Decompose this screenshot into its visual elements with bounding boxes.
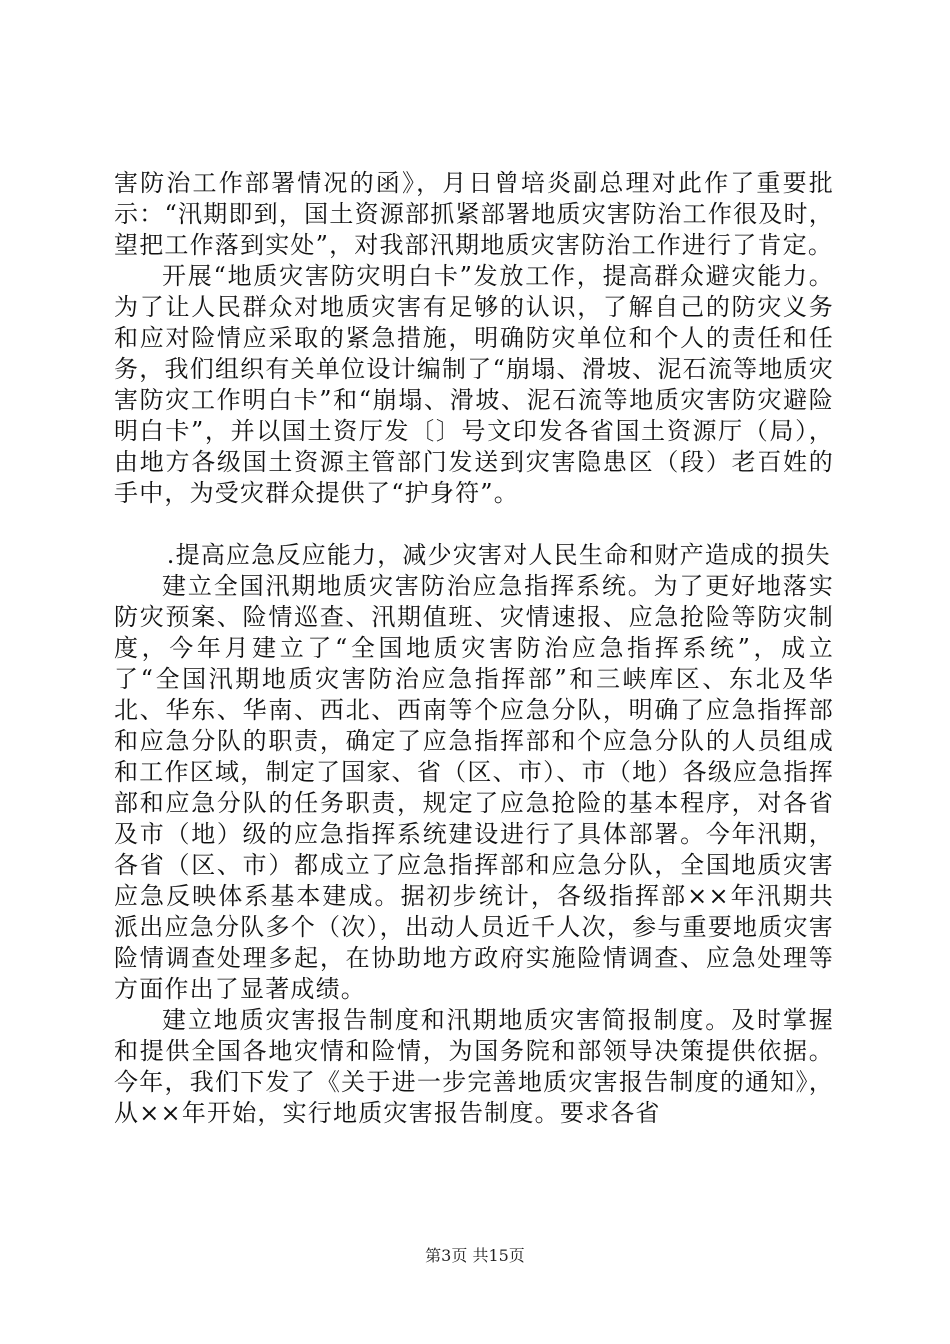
- paragraph-spacer: [114, 509, 834, 540]
- section-heading: .提高应急反应能力，减少灾害对人民生命和财产造成的损失: [166, 541, 831, 569]
- paragraph-report-system: 建立地质灾害报告制度和汛期地质灾害简报制度。及时掌握和提供全国各地灾情和险情，为国务院和部领导决策提供依据。今年，我们下发了《关于进一步完善地质灾害报告制度的通知》，从××年开始，实行地质灾害报告制度。要求各省: [114, 1006, 834, 1127]
- page-number-footer: 第3页 共15页: [425, 1246, 525, 1265]
- paragraph-disaster-card: 开展“地质灾害防灾明白卡”发放工作，提高群众避灾能力。为了让人民群众对地质灾害有足够的认识，了解自己的防灾义务和应对险情应采取的紧急措施，明确防灾单位和个人的责任和任务，我们组织有关单位设计编制了“崩塌、滑坡、泥石流等地质灾害防灾工作明白卡”和“崩塌、滑坡、泥石流等地质灾害防灾避险明白卡”，并以国土资厅发〔〕号文印发各省国土资源厅（局），由地方各级国土资源主管部门发送到灾害隐患区（段）老百姓的手中，为受灾群众提供了“护身符”。: [114, 262, 834, 507]
- paragraph-continued: 害防治工作部署情况的函》，月日曾培炎副总理对此作了重要批示：“汛期即到，国土资源部抓紧部署地质灾害防治工作很及时，望把工作落到实处”，对我部汛期地质灾害防治工作进行了肯定。: [114, 169, 834, 259]
- document-body: [114, 168, 834, 1129]
- paragraph-emergency-system: 建立全国汛期地质灾害防治应急指挥系统。为了更好地落实防灾预案、险情巡查、汛期值班、灾情速报、应急抢险等防灾制度，今年月建立了“全国地质灾害防治应急指挥系统”，成立了“全国汛期地质灾害防治应急指挥部”和三峡库区、东北及华北、华东、华南、西北、西南等个应急分队，明确了应急指挥部和应急分队的职责，确定了应急指挥部和个应急分队的人员组成和工作区域，制定了国家、省（区、市）、市（地）各级应急指挥部和应急分队的任务职责，规定了应急抢险的基本程序，对各省及市（地）级的应急指挥系统建设进行了具体部署。今年汛期，各省（区、市）都成立了应急指挥部和应急分队，全国地质灾害应急反映体系基本建成。据初步统计，各级指挥部××年汛期共派出应急分队多个（次），出动人员近千人次，参与重要地质灾害险情调查处理多起，在协助地方政府实施险情调查、应急处理等方面作出了显著成绩。: [114, 572, 834, 1003]
